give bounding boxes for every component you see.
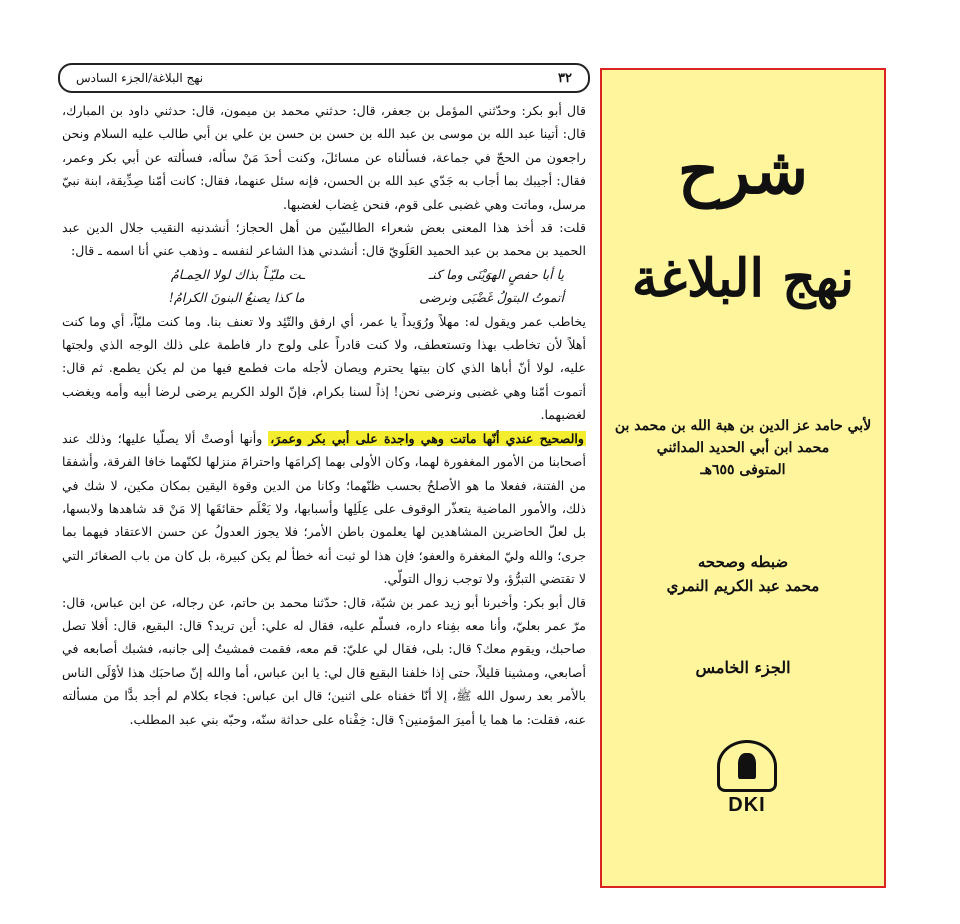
cover-death-date: المتوفى ٦٥٥هـ [700,462,786,478]
cover-author [614,415,872,481]
paragraph: قلت: قد أخذ هذا المعنى بعض شعراء الطالبيّين من أهل الحجاز؛ أنشدنيه النقيب جلال الدين عبد الحميد بن محمد بن عبد الحميد العَلَويّ قال: أنشدني هذا الشاعر لنفسه ـ وذهب عني أنا اسمه ـ قال: [62,220,586,259]
verse-line [62,286,586,309]
publisher-logo-icon [717,740,777,792]
page-header [58,63,590,93]
verse-hemistich: ما كذا يصنعُ البنونَ الكرامُ! [168,290,305,306]
verse-hemistich: يا أبا حفصٍ الهوَيْنَى وما كنـ [428,266,564,282]
page-text [62,99,586,731]
verse-hemistich: أتموتُ البتولُ غَضْبَى ونرضى [419,290,564,306]
verse-hemistich: ـت مليّـاً بذاك لولا الحِمـامُ [170,266,305,282]
book-page [58,63,590,913]
publisher-logo [707,740,787,830]
cover-title-line2: نهج البلاغة [631,248,855,309]
paragraph: يخاطب عمر ويقول له: مهلاً ورُوَيداً يا عمر، أي ارفق والتّئِد ولا تعنف بنا. وما كنت مليّاً، أي وما كنت أهلاً لأن تخاطب بهذا وتستعطف، ولا كنت قادراً على ولوج دار فاطمة على ذلك الوجه الذي ولجتها عليه، لولا أنّ أباها الذي كان بيتها يحترم ويصان لأجله مات فطمع فيها من لم يكن يطمع. ثم قال: أتموت أمّنا وهي غضبى ونرضى نحن! إذاً لسنا بكرام، فإنّ الولد الكريم يرضى لرضا أبيه وأمه ويغضب لغضبهما. [62,313,586,423]
paragraph-continuation: وأنها أوصتْ ألا يصلّيا عليها؛ وذلك عند أصحابنا من الأمور المغفورة لهما، وكان الأولى بهما إكرامَها واحترامَ منزلها لكنّهما خافا الفرقة، وأشفقا من الفتنة، ففعلا ما هو الأصلحُ بحسب ظنّهما؛ وكانا من الدين وقوة اليقين بمكان مكين، لا شك في ذلك، والأمور الماضية يتعذّر الوقوف على عِلَلِها وأسبابها، ولا يَعْلَم حقائقَها إلا مَنْ قد شاهدها ولابسها، بل لعلّ الحاضرين المشاهدين لها يعلمون باطن الأمر؛ فلا يجوز العدولُ عن حسن الاعتقاد فيهما بما جرى؛ والله وليّ المغفرة والعفو؛ فإن هذا لو ثبت أنه خطأ لم يكن كبيرة، بل كان من باب الصغائر التي لا تقتضي التبرُّؤ، ولا توجب زوال التولّي. [62,430,586,587]
cover-editor [614,550,872,598]
cover-author-name: لأبي حامد عز الدين بن هبة الله بن محمد بن محمد ابن أبي الحديد المدائني [614,418,872,456]
cover-title-line1: شرح [677,134,809,209]
page-number: ٣٢ [558,70,572,86]
verse-line [62,263,586,286]
paragraph: قال أبو بكر: وأخبرنا أبو زيد عمر بن شبّة، قال: حدّثنا محمد بن حاتم، عن رجاله، عن ابن عباس، قال: مرّ عمر بعليّ، وأنا معه بفِناء داره، فسلّم عليه، فقال له علي: أين تريد؟ قال: البقيع، قال: أفلا تصل صاحبك، ويقوم معك؟ قال: بلى، فقال لي عليّ: قم معه، فقمت فمشيتُ إلى جانبه، فشبك أصابعه في أصابعي، ومشينا قليلاً، حتى إذا خلفنا البقيع قال لي: يا ابن عباس، أما والله إنّ صاحبَك هذا لأوْلَى الناس بالأمر بعد رسول الله ﷺ، إلا أنّا خفناه على اثنين؛ قال ابن عباس: فجاء بكلام لم أجد بدًّا من مسألته عنه، فقلت: ما هما يا أميرَ المؤمنين؟ قال: خِفْناه على حداثة سنّه، وحبّه بني عبد المطلب. [62,594,586,727]
paragraph: قال أبو بكر: وحدّثني المؤمل بن جعفر، قال: حدثني محمد بن ميمون، قال: حدثني داود بن المبارك، قال: أتينا عبد الله بن موسى بن عبد الله بن حسن بن حسن بن علي بن أبي طالب عليه السلام ونحن راجعون من الحجّ في جماعة، فسألناه عن مسائلَ، وكنت أحدَ مَنْ سأله، فسألته عن أبي بكر وعمر، فقال: أجيبك بما أجاب به جَدّي عبد الله بن الحسن، فإنه سئل عنهما، فقال: كانت أمّنا صِدِّيقة، ابنة نبيّ مرسل، وماتت وهي غضبى على قوم، فنحن غِضاب لغضبها. [62,103,586,212]
cover-editor-name: محمد عبد الكريم النمري [666,577,820,595]
cover-volume: الجزء الخامس [695,658,791,677]
highlighted-sentence: والصحيح عندي أنّها ماتت وهي واجدة على أبي بكر وعمرَ، [270,430,585,446]
cover-editor-label: ضبطه وصححه [697,553,789,571]
running-title: نهج البلاغة/الجزء السادس [76,71,204,85]
book-cover [600,68,886,888]
paragraph [62,427,586,591]
publisher-logo-text: DKI [728,794,766,816]
